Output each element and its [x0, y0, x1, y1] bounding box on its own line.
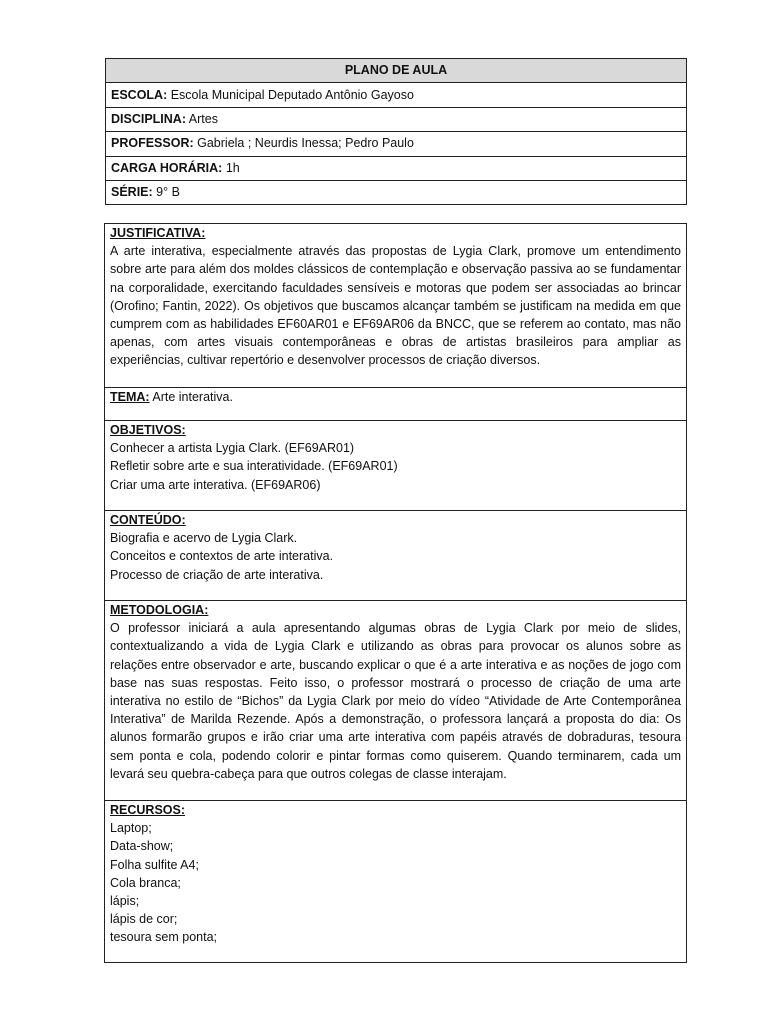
serie-value: 9° B	[152, 185, 180, 200]
conteudo-item: Biografia e acervo de Lygia Clark.	[110, 531, 298, 546]
objetivos-label: OBJETIVOS:	[110, 423, 186, 437]
disciplina-label: DISCIPLINA:	[111, 111, 186, 126]
justificativa-section	[105, 224, 686, 388]
tema-value: Arte interativa.	[149, 390, 233, 404]
recursos-item: Folha sulfite A4;	[110, 857, 199, 872]
professor-value: Gabriela ; Neurdis Inessa; Pedro Paulo	[193, 136, 414, 151]
conteudo-section	[105, 511, 686, 601]
recursos-item: lápis;	[110, 894, 140, 909]
page-title: PLANO DE AULA	[106, 59, 687, 83]
disciplina-row	[106, 107, 687, 131]
tema-section	[105, 388, 686, 421]
carga-value: 1h	[222, 160, 240, 175]
recursos-label: RECURSOS:	[110, 803, 186, 817]
professor-row	[106, 132, 687, 156]
plan-body-table	[104, 223, 687, 963]
metodologia-text: O professor iniciará a aula apresentando algumas obras de Lygia Clark por meio de slides, contextualizando a vida de Lygia Clark e utilizando as obras para provocar os alunos sobre as relações entre observador e arte, buscando explicar o que é a arte interativa e as noções de jogo com base nas suas respostas. Feito isso, o professor mostrará o processo de criação de uma arte interativa no estilo de “Bichos” da Lygia Clark por meio do vídeo “Atividade de Arte Contemporânea Interativa” de Marilda Rezende. Após a demonstração, o professora lançará a proposta do dia: Os alunos formarão grupos e irão criar uma arte interativa com papéis através de dobraduras, tesoura sem ponta e cola, podendo colorir e pintar formas como quiserem. Quando terminarem, cada um levará seu quebra-cabeça para que outros colegas de classe interajam.	[110, 621, 681, 781]
recursos-item: Laptop;	[110, 821, 152, 836]
justificativa-label: JUSTIFICATIVA:	[110, 226, 206, 240]
metodologia-label: METODOLOGIA:	[110, 603, 209, 617]
recursos-item: tesoura sem ponta;	[110, 930, 218, 945]
conteudo-label: CONTEÚDO:	[110, 513, 186, 527]
serie-row	[106, 180, 687, 204]
recursos-item: Data-show;	[110, 839, 174, 854]
escola-row	[106, 83, 687, 107]
serie-label: SÉRIE:	[111, 185, 153, 200]
conteudo-item: Conceitos e contextos de arte interativa.	[110, 549, 334, 564]
recursos-item: lápis de cor;	[110, 912, 178, 927]
objetivos-item: Refletir sobre arte e sua interatividade. (EF69AR01)	[110, 459, 398, 474]
objetivos-item: Criar uma arte interativa. (EF69AR06)	[110, 477, 321, 492]
conteudo-item: Processo de criação de arte interativa.	[110, 567, 324, 582]
escola-value: Escola Municipal Deputado Antônio Gayoso	[167, 87, 414, 102]
objetivos-item: Conhecer a artista Lygia Clark. (EF69AR01)	[110, 441, 355, 456]
header-table	[105, 58, 687, 205]
recursos-item: Cola branca;	[110, 875, 181, 890]
carga-row	[106, 156, 687, 180]
justificativa-text: A arte interativa, especialmente através das propostas de Lygia Clark, promove um entendimento sobre arte para além dos moldes clássicos de contemplação e observação passiva ao se fundamentar na corporalidade, exercitando faculdades sensíveis e motoras que podem ser associadas ao brincar (Orofino; Fantin, 2022). Os objetivos que buscamos alcançar também se justificam na medida em que cumprem com as habilidades EF60AR01 e EF69AR06 da BNCC, que se referem ao contato, mas não apenas, com artes visuais contemporâneas e obras de artistas brasileiros para ampliar as experiências, cultivar repertório e desenvolver processos de criação diversos.	[110, 244, 681, 368]
disciplina-value: Artes	[186, 111, 218, 126]
recursos-section	[105, 801, 686, 962]
metodologia-section	[105, 601, 686, 801]
professor-label: PROFESSOR:	[111, 136, 194, 151]
carga-label: CARGA HORÁRIA:	[111, 160, 223, 175]
objetivos-section	[105, 421, 686, 511]
tema-label: TEMA:	[110, 390, 150, 404]
escola-label: ESCOLA:	[111, 87, 168, 102]
